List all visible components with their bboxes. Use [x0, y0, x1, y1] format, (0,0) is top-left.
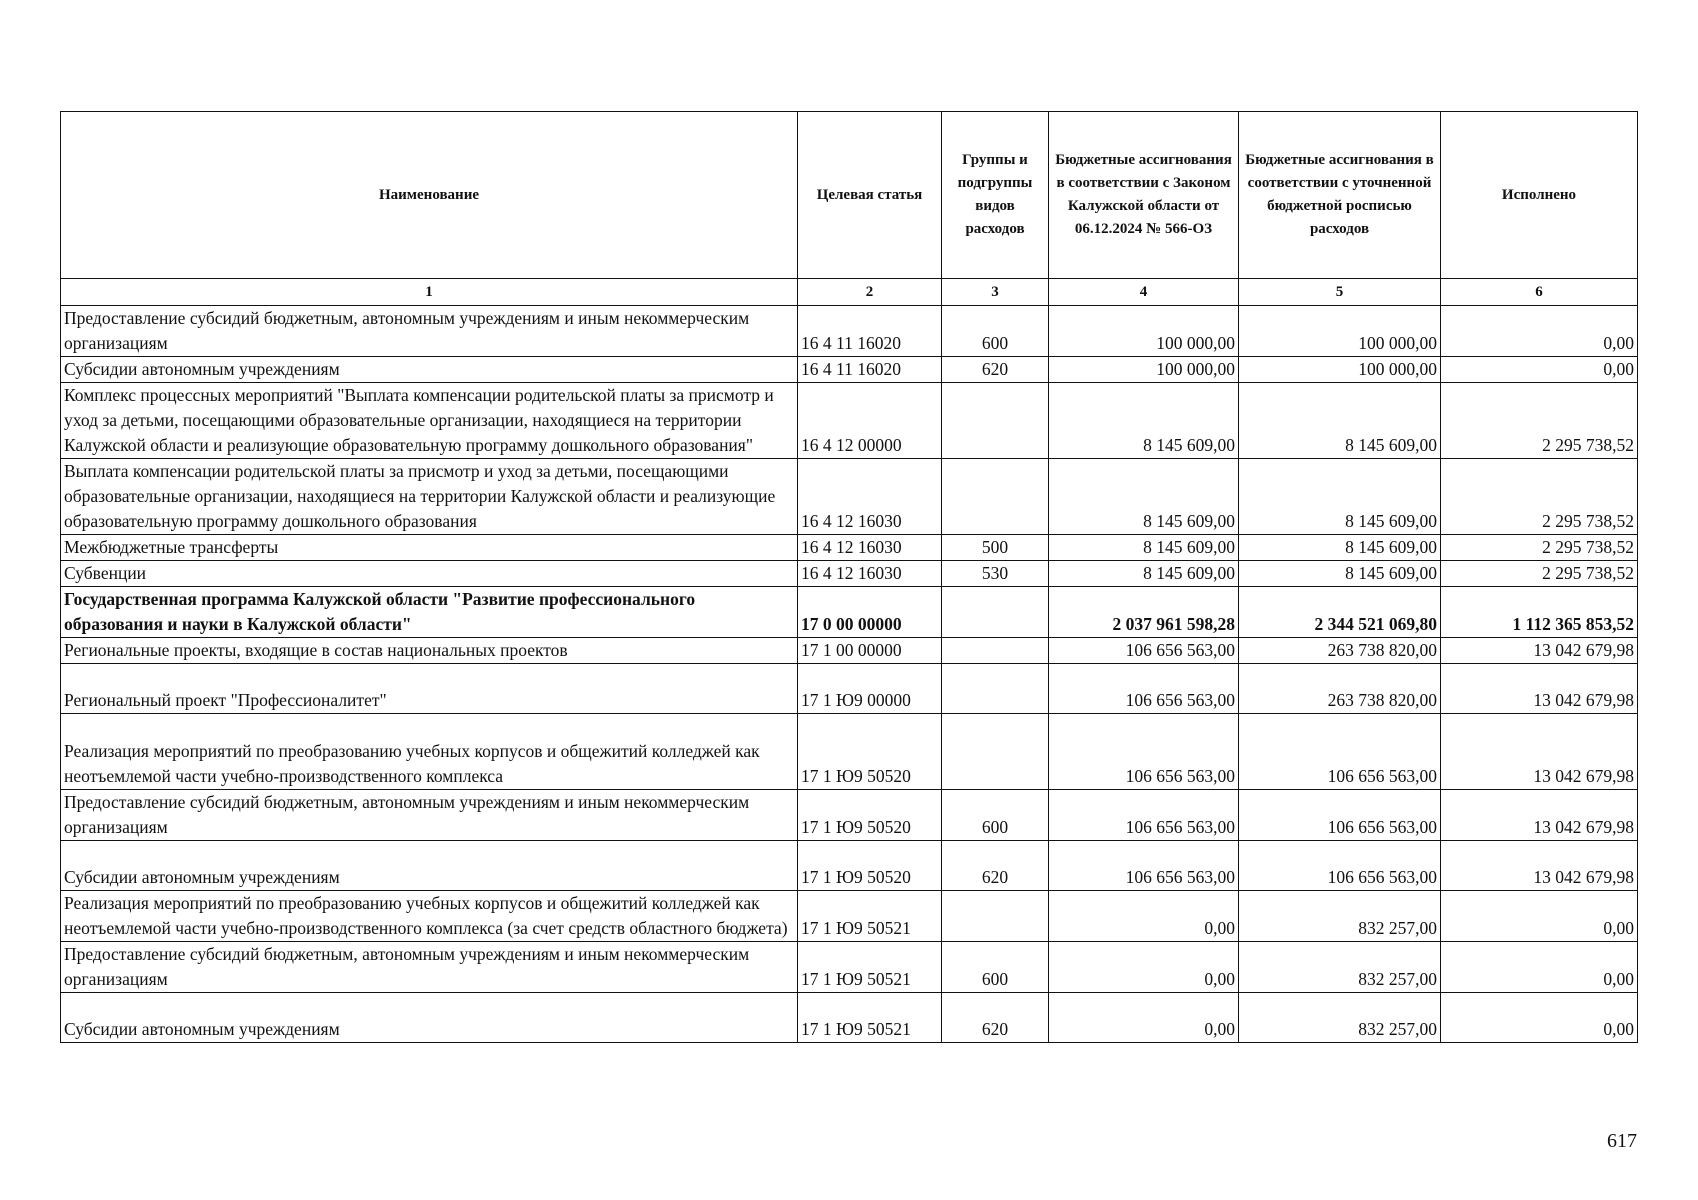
header-row: [61, 112, 1638, 279]
row-target-code: 17 0 00 00000: [798, 587, 942, 638]
row-plan-amount: 2 344 521 069,80: [1239, 587, 1441, 638]
row-name: Субвенции: [61, 561, 798, 587]
row-target-code: 17 1 Ю9 00000: [798, 664, 942, 714]
row-expense-group: 620: [942, 993, 1049, 1043]
row-name: Предоставление субсидий бюджетным, автономным учреждениям и иным некоммерческим организациям: [61, 306, 798, 357]
header-executed: Исполнено: [1441, 112, 1638, 279]
row-expense-group: 620: [942, 841, 1049, 891]
row-expense-group: 530: [942, 561, 1049, 587]
row-executed-amount: 0,00: [1441, 891, 1638, 942]
header-refined-allocations: Бюджетные ассигнования в соответствии с уточненной бюджетной росписью расходов: [1239, 112, 1441, 279]
row-plan-amount: 832 257,00: [1239, 993, 1441, 1043]
column-number: 5: [1239, 279, 1441, 306]
column-numbers-row: [61, 279, 1638, 306]
row-plan-amount: 106 656 563,00: [1239, 841, 1441, 891]
row-law-amount: 106 656 563,00: [1049, 714, 1239, 790]
page-number: 617: [1607, 1130, 1637, 1152]
row-executed-amount: 0,00: [1441, 306, 1638, 357]
row-plan-amount: 263 738 820,00: [1239, 638, 1441, 664]
row-name: Предоставление субсидий бюджетным, автономным учреждениям и иным некоммерческим организациям: [61, 942, 798, 993]
header-target-article: Целевая статья: [798, 112, 942, 279]
row-law-amount: 100 000,00: [1049, 306, 1239, 357]
row-law-amount: 0,00: [1049, 942, 1239, 993]
row-plan-amount: 832 257,00: [1239, 942, 1441, 993]
row-expense-group: [942, 587, 1049, 638]
row-executed-amount: 13 042 679,98: [1441, 841, 1638, 891]
row-law-amount: 106 656 563,00: [1049, 664, 1239, 714]
row-executed-amount: 2 295 738,52: [1441, 459, 1638, 535]
row-expense-group: [942, 714, 1049, 790]
row-law-amount: 106 656 563,00: [1049, 638, 1239, 664]
table-row: [61, 383, 1638, 459]
row-target-code: 17 1 Ю9 50520: [798, 790, 942, 841]
row-law-amount: 0,00: [1049, 891, 1239, 942]
row-law-amount: 8 145 609,00: [1049, 459, 1239, 535]
row-plan-amount: 106 656 563,00: [1239, 790, 1441, 841]
row-executed-amount: 0,00: [1441, 357, 1638, 383]
row-expense-group: 600: [942, 790, 1049, 841]
table-row: [61, 306, 1638, 357]
row-law-amount: 106 656 563,00: [1049, 841, 1239, 891]
row-plan-amount: 100 000,00: [1239, 357, 1441, 383]
table-row: [61, 942, 1638, 993]
row-target-code: 17 1 Ю9 50520: [798, 841, 942, 891]
table-row: [61, 357, 1638, 383]
column-number: 4: [1049, 279, 1239, 306]
row-executed-amount: 2 295 738,52: [1441, 535, 1638, 561]
table-row-program-total: [61, 587, 1638, 638]
row-executed-amount: 2 295 738,52: [1441, 383, 1638, 459]
row-law-amount: 106 656 563,00: [1049, 790, 1239, 841]
row-law-amount: 100 000,00: [1049, 357, 1239, 383]
budget-table: [60, 111, 1638, 1043]
table-row: [61, 638, 1638, 664]
row-name: Субсидии автономным учреждениям: [61, 841, 798, 891]
row-name: Региональный проект "Профессионалитет": [61, 664, 798, 714]
column-number: 2: [798, 279, 942, 306]
table-row: [61, 535, 1638, 561]
table-row: [61, 891, 1638, 942]
row-target-code: 17 1 Ю9 50521: [798, 993, 942, 1043]
row-plan-amount: 8 145 609,00: [1239, 561, 1441, 587]
row-name: Субсидии автономным учреждениям: [61, 993, 798, 1043]
row-law-amount: 0,00: [1049, 993, 1239, 1043]
row-law-amount: 8 145 609,00: [1049, 535, 1239, 561]
row-name: Реализация мероприятий по преобразованию учебных корпусов и общежитий колледжей как неотъемлемой части учебно-производственного комплекса (за счет средств областного бюджета): [61, 891, 798, 942]
row-executed-amount: 0,00: [1441, 942, 1638, 993]
row-expense-group: 620: [942, 357, 1049, 383]
row-executed-amount: 0,00: [1441, 993, 1638, 1043]
row-plan-amount: 106 656 563,00: [1239, 714, 1441, 790]
row-name: Предоставление субсидий бюджетным, автономным учреждениям и иным некоммерческим организациям: [61, 790, 798, 841]
row-expense-group: [942, 664, 1049, 714]
row-name: Реализация мероприятий по преобразованию учебных корпусов и общежитий колледжей как неотъемлемой части учебно-производственного комплекса: [61, 714, 798, 790]
row-name: Выплата компенсации родительской платы за присмотр и уход за детьми, посещающими образовательные организации, находящиеся на территории Калужской области и реализующие образовательную программу дошкольного образования: [61, 459, 798, 535]
row-target-code: 16 4 12 00000: [798, 383, 942, 459]
row-expense-group: [942, 459, 1049, 535]
header-expense-groups: Группы и подгруппы видов расходов: [942, 112, 1049, 279]
row-plan-amount: 100 000,00: [1239, 306, 1441, 357]
row-plan-amount: 263 738 820,00: [1239, 664, 1441, 714]
row-expense-group: 500: [942, 535, 1049, 561]
row-name: Межбюджетные трансферты: [61, 535, 798, 561]
table-row: [61, 664, 1638, 714]
row-plan-amount: 8 145 609,00: [1239, 459, 1441, 535]
row-expense-group: [942, 891, 1049, 942]
row-target-code: 17 1 Ю9 50521: [798, 942, 942, 993]
table-row: [61, 790, 1638, 841]
row-expense-group: 600: [942, 942, 1049, 993]
header-name: Наименование: [61, 112, 798, 279]
row-executed-amount: 1 112 365 853,52: [1441, 587, 1638, 638]
row-target-code: 16 4 11 16020: [798, 357, 942, 383]
row-plan-amount: 832 257,00: [1239, 891, 1441, 942]
table-row: [61, 714, 1638, 790]
row-executed-amount: 13 042 679,98: [1441, 664, 1638, 714]
header-law-allocations: Бюджетные ассигнования в соответствии с Законом Калужской области от 06.12.2024 № 566-ОЗ: [1049, 112, 1239, 279]
row-executed-amount: 2 295 738,52: [1441, 561, 1638, 587]
table-row: [61, 993, 1638, 1043]
row-target-code: 17 1 Ю9 50521: [798, 891, 942, 942]
row-plan-amount: 8 145 609,00: [1239, 535, 1441, 561]
column-number: 1: [61, 279, 798, 306]
column-number: 3: [942, 279, 1049, 306]
row-executed-amount: 13 042 679,98: [1441, 790, 1638, 841]
row-name: Региональные проекты, входящие в состав национальных проектов: [61, 638, 798, 664]
row-target-code: 16 4 11 16020: [798, 306, 942, 357]
row-law-amount: 2 037 961 598,28: [1049, 587, 1239, 638]
row-expense-group: 600: [942, 306, 1049, 357]
row-name: Комплекс процессных мероприятий "Выплата компенсации родительской платы за присмотр и уход за детьми, посещающими образовательные организации, находящиеся на территории Калужской области и реализующие образовательную программу дошкольного образования": [61, 383, 798, 459]
row-target-code: 16 4 12 16030: [798, 535, 942, 561]
table-row: [61, 841, 1638, 891]
row-executed-amount: 13 042 679,98: [1441, 638, 1638, 664]
row-name: Субсидии автономным учреждениям: [61, 357, 798, 383]
row-name: Государственная программа Калужской области "Развитие профессионального образования и науки в Калужской области": [61, 587, 798, 638]
row-target-code: 17 1 00 00000: [798, 638, 942, 664]
row-target-code: 16 4 12 16030: [798, 561, 942, 587]
row-target-code: 17 1 Ю9 50520: [798, 714, 942, 790]
row-expense-group: [942, 383, 1049, 459]
table-row: [61, 561, 1638, 587]
row-law-amount: 8 145 609,00: [1049, 383, 1239, 459]
row-plan-amount: 8 145 609,00: [1239, 383, 1441, 459]
row-executed-amount: 13 042 679,98: [1441, 714, 1638, 790]
row-law-amount: 8 145 609,00: [1049, 561, 1239, 587]
row-target-code: 16 4 12 16030: [798, 459, 942, 535]
table-row: [61, 459, 1638, 535]
column-number: 6: [1441, 279, 1638, 306]
row-expense-group: [942, 638, 1049, 664]
